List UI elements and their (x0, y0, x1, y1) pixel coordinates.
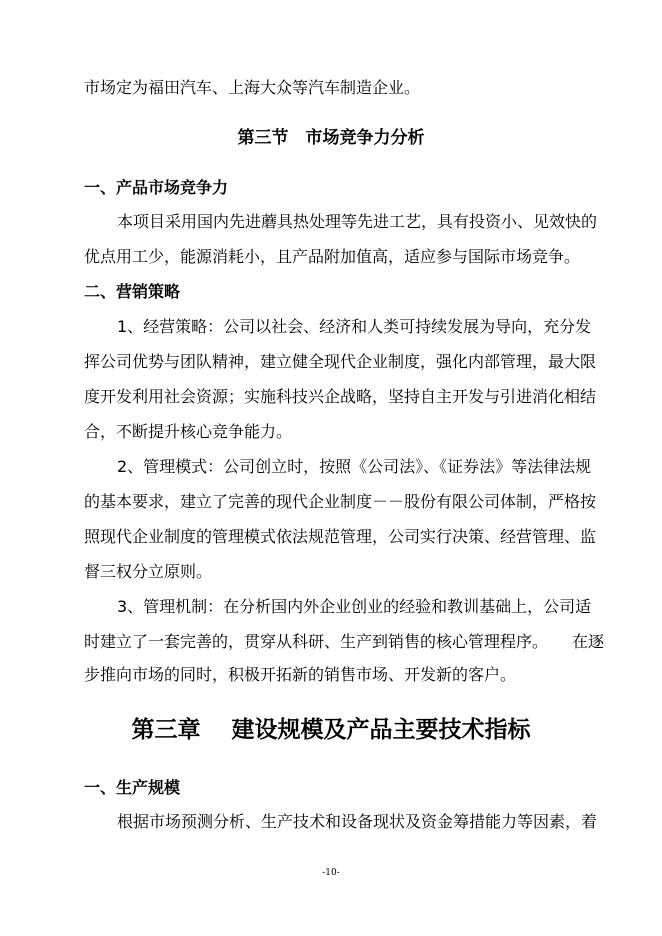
body-text-line: 2、管理模式：公司创立时，按照《公司法》、《证券法》等法律法规 (117, 457, 592, 476)
heading-marketing-strategy: 二、营销策略 (84, 282, 181, 301)
heading-production-scale: 一、生产规模 (84, 778, 181, 797)
body-text-line: 根据市场预测分析、生产技术和设备现状及资金筹措能力等因素，着 (117, 812, 598, 831)
chapter-title: 第三章 建设规模及产品主要技术指标 (131, 716, 531, 743)
body-text-line: 3、管理机制：在分析国内外企业创业的经验和教训基础上，公司适 (117, 597, 592, 616)
body-text-line: 1、经营策略：公司以社会、经济和人类可持续发展为导向，充分发 (117, 317, 592, 336)
section-title: 第三节 市场竞争力分析 (237, 128, 425, 148)
body-text-line: 照现代企业制度的管理模式依法规范管理，公司实行决策、经营管理、监 (84, 527, 597, 546)
body-text-line: 挥公司优势与团队精神，建立健全现代企业制度，强化内部管理，最大限 (84, 352, 597, 371)
body-text-line: 时建立了一套完善的，贯穿从科研、生产到销售的核心管理程序。 在逐 (84, 632, 605, 651)
body-text-line: 度开发利用社会资源；实施科技兴企战略，坚持自主开发与引进消化相结 (84, 387, 597, 406)
heading-product-competitiveness: 一、产品市场竞争力 (84, 178, 229, 197)
body-text-line: 本项目采用国内先进蘑具热处理等先进工艺，具有投资小、见效快的 (117, 212, 598, 231)
body-text-line: 督三权分立原则。 (84, 562, 213, 581)
body-text-line: 优点用工少，能源消耗小，且产品附加值高，适应参与国际市场竞争。 (84, 247, 581, 266)
body-text-line: 的基本要求，建立了完善的现代企业制度－－股份有限公司体制，严格按 (84, 492, 597, 511)
body-text-line: 步推向市场的同时，积极开拓新的销售市场、开发新的客户。 (84, 665, 517, 684)
page-number: -10- (322, 868, 340, 878)
body-text-line: 合，不断提升核心竞争能力。 (84, 422, 293, 441)
body-text-line: 市场定为福田汽车、上海大众等汽车制造企业。 (84, 78, 421, 97)
